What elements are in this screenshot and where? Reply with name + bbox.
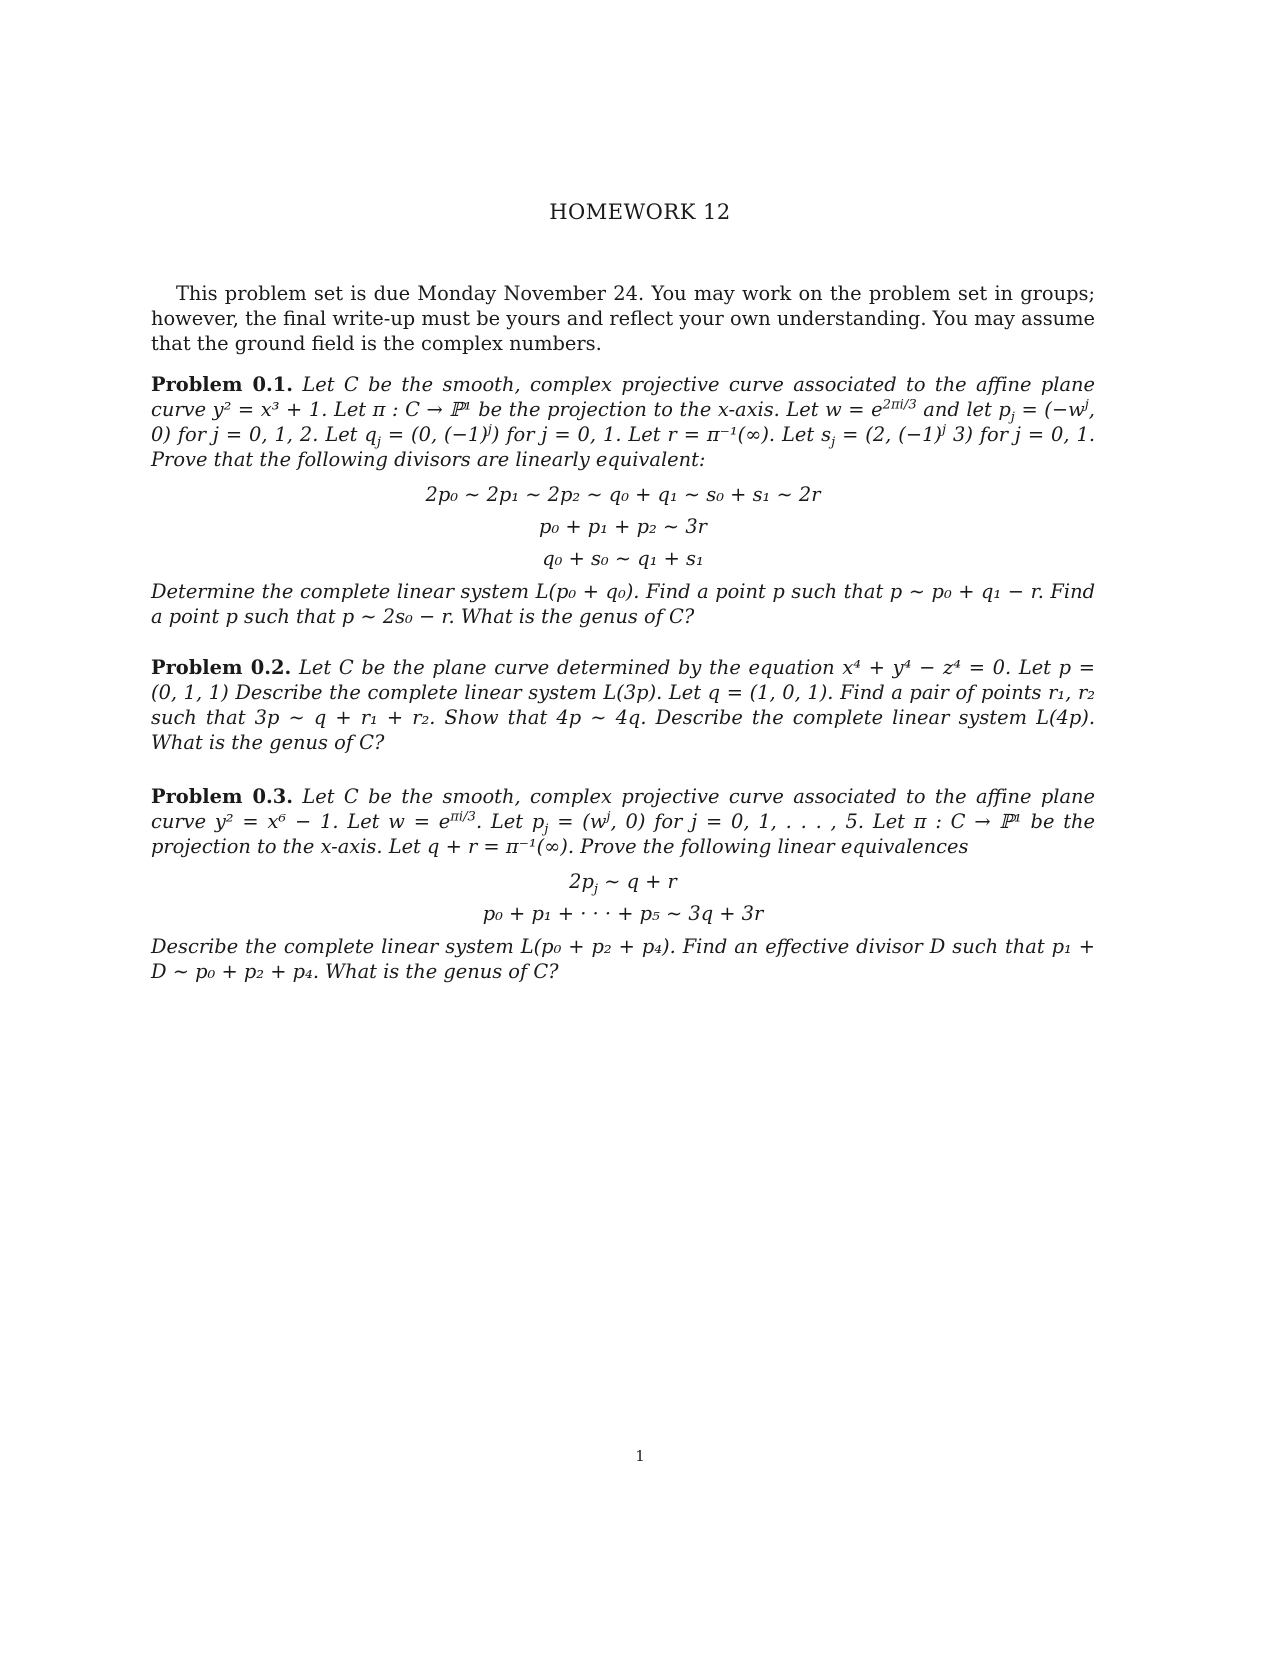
problem-0-3-statement [151,784,1095,859]
problem-statement: Let C be the smooth, complex projective curve associated to the affine plane curve y² = x⁶ − 1. Let $w = e^{\pi i/3}$. Let $p_j = (w^j$, 0) for j = 0, 1, . . . , 5. Let π : C → ℙ¹ be the projection to the x-axis. Let q + r = π⁻¹(∞). Prove the following linear equivalences [151,785,1096,858]
problem-0-3 [151,784,1095,984]
equation: q₀ + s₀ ∼ q₁ + s₁ [542,547,704,570]
problem-statement: Let C be the plane curve determined by the equation x⁴ + y⁴ − z⁴ = 0. Let p = (0, 1, 1) Describe the complete linear system L(3p). Let q = (1, 0, 1). Find a pair of points r₁, r₂ such that 3p ∼ q + r₁ + r₂. Show that 4p ∼ 4q. Describe the complete linear system L(4p). What is the genus of C? [151,656,1096,754]
problem-0-1 [151,372,1095,629]
problem-label: Problem 0.1. [151,373,293,396]
problem-label: Problem 0.3. [151,785,293,808]
intro-paragraph: This problem set is due Monday November 24. You may work on the problem set in groups; however, the final write-up must be yours and reflect your own understanding. You may assume that the ground field is the complex numbers. [151,282,1095,355]
equation-block [151,479,1095,575]
equation: p₀ + p₁ + p₂ ∼ 3r [539,515,707,538]
problem-0-2 [151,655,1095,755]
equation: 2p₀ ∼ 2p₁ ∼ 2p₂ ∼ q₀ + q₁ ∼ s₀ + s₁ ∼ 2r [425,483,821,506]
equation-block [151,866,1095,930]
equation: p₀ + p₁ + · · · + p₅ ∼ 3q + 3r [482,902,764,925]
problem-followup: Describe the complete linear system L(p₀ + p₂ + p₄). Find an effective divisor D such that p₁ + D ∼ p₀ + p₂ + p₄. What is the genus of C? [151,935,1095,983]
problem-followup: Determine the complete linear system L(p₀ + q₀). Find a point p such that p ∼ p₀ + q₁ − r. Find a point p such that p ∼ 2s₀ − r. What is the genus of C? [151,580,1095,628]
page-title: HOMEWORK 12 [549,200,731,224]
equation: $2p_j$ ∼ q + r [569,870,677,897]
problem-statement: Let C be the smooth, complex projective curve associated to the affine plane curve y² = x³ + 1. Let π : C → ℙ¹ be the projection to the x-axis. Let $w = e^{2\pi i/3}$ and let $p_j = (-w^j$, 0) for j = 0, 1, 2. Let $q_j = (0$, $(-1)^j$) for j = 0, 1. Let r = π⁻¹(∞). Let $s_j = (2$, $(-1)^j$ 3) for j = 0, 1. Prove that the following divisors are linearly equivalent: [151,373,1096,471]
problem-0-1-statement [151,372,1095,472]
page-number: 1 [635,1447,645,1465]
problem-label: Problem 0.2. [151,656,292,679]
problem-0-2-statement [151,655,1095,755]
